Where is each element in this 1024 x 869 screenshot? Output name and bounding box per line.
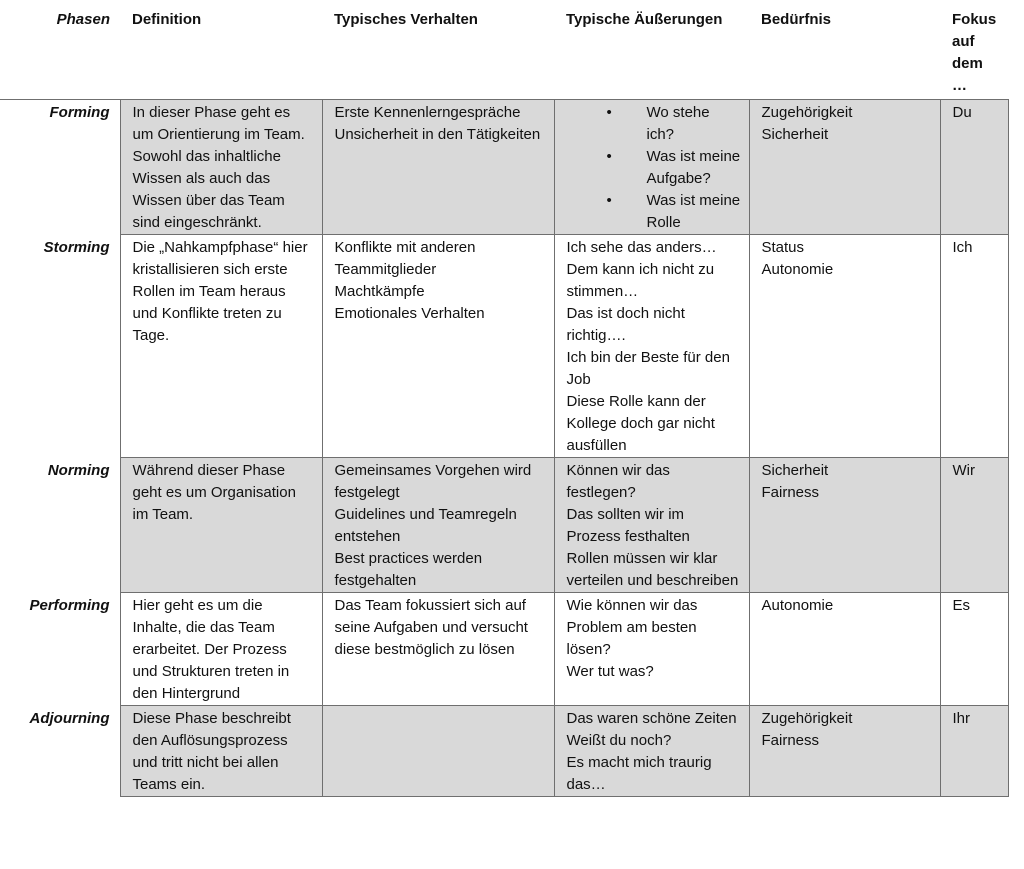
- table-row-norming: [0, 458, 1008, 593]
- need-line: Sicherheit: [761, 462, 829, 479]
- need-line: Zugehörigkeit: [761, 710, 853, 727]
- need-cell: [749, 593, 940, 706]
- statement-line: Dem kann ich nicht zu stimmen…: [566, 261, 715, 300]
- phase-label: Storming: [0, 235, 120, 458]
- definition-cell: Die „Nahkampfphase“ hier kristallisieren sich erste Rollen im Team heraus und Konflikte treten zu Tage.: [120, 235, 322, 458]
- behavior-cell: [322, 593, 554, 706]
- statement-line: Das sollten wir im Prozess festhalten: [566, 506, 690, 545]
- statement-bullet: • Was ist meine Rolle: [567, 190, 741, 234]
- statement-line: Weißt du noch?: [566, 732, 672, 749]
- statement-line: Wer tut was?: [566, 663, 654, 680]
- behavior-line: Emotionales Verhalten: [334, 305, 485, 322]
- focus-cell: Ihr: [940, 706, 1008, 797]
- definition-cell: Während dieser Phase geht es um Organisation im Team.: [120, 458, 322, 593]
- statements-cell: [554, 706, 749, 797]
- focus-cell: Wir: [940, 458, 1008, 593]
- need-line: Fairness: [761, 732, 820, 749]
- behavior-cell: [322, 458, 554, 593]
- header-statements: Typische Äußerungen: [554, 0, 749, 100]
- statement-line: Es macht mich traurig das…: [566, 754, 712, 793]
- phase-label: Norming: [0, 458, 120, 593]
- statements-cell: [554, 593, 749, 706]
- focus-cell: Es: [940, 593, 1008, 706]
- focus-cell: Du: [940, 100, 1008, 235]
- behavior-line: Gemeinsames Vorgehen wird festgelegt: [334, 462, 532, 501]
- statement-line: Ich sehe das anders…: [566, 239, 717, 256]
- statement-line: Können wir das festlegen?: [566, 462, 670, 501]
- header-behavior: Typisches Verhalten: [322, 0, 554, 100]
- focus-cell: Ich: [940, 235, 1008, 458]
- need-cell: [749, 706, 940, 797]
- header-definition: Definition: [120, 0, 322, 100]
- behavior-cell: [322, 706, 554, 797]
- statements-cell: [554, 458, 749, 593]
- table-row-forming: [0, 100, 1008, 235]
- statement-line: Diese Rolle kann der Kollege doch gar nicht ausfüllen: [566, 393, 715, 454]
- header-need: Bedürfnis: [749, 0, 940, 100]
- phase-label: Forming: [0, 100, 120, 235]
- phase-label: Performing: [0, 593, 120, 706]
- need-line: Autonomie: [761, 597, 834, 614]
- statement-line: Das waren schöne Zeiten: [566, 710, 737, 727]
- behavior-cell: [322, 235, 554, 458]
- statement-bullet: • Wo stehe ich?: [567, 102, 741, 146]
- table-row-performing: [0, 593, 1008, 706]
- behavior-cell: [322, 100, 554, 235]
- need-cell: [749, 458, 940, 593]
- behavior-line: Das Team fokussiert sich auf seine Aufgaben und versucht diese bestmöglich zu lösen: [334, 597, 528, 658]
- need-cell: [749, 235, 940, 458]
- need-cell: [749, 100, 940, 235]
- behavior-line: Unsicherheit in den Tätigkeiten: [334, 126, 541, 143]
- need-line: Autonomie: [761, 261, 834, 278]
- statement-line: Wie können wir das Problem am besten lösen?: [566, 597, 698, 658]
- behavior-line: Guidelines und Teamregeln entstehen: [334, 506, 517, 545]
- table-row-storming: [0, 235, 1008, 458]
- statements-bullet-list: [567, 102, 741, 234]
- header-row: [0, 0, 1008, 100]
- header-focus: Fokus auf dem …: [940, 0, 1008, 100]
- statement-line: Rollen müssen wir klar verteilen und beschreiben: [566, 550, 739, 589]
- behavior-line: Konflikte mit anderen Teammitglieder: [334, 239, 476, 278]
- behavior-line: Best practices werden festgehalten: [334, 550, 483, 589]
- definition-cell: Diese Phase beschreibt den Auflösungsprozess und tritt nicht bei allen Teams ein.: [120, 706, 322, 797]
- statement-bullet: • Was ist meine Aufgabe?: [567, 146, 741, 190]
- need-line: Status: [761, 239, 805, 256]
- table-row-adjourning: [0, 706, 1008, 797]
- statements-cell: [554, 235, 749, 458]
- header-phase: Phasen: [0, 0, 120, 100]
- phase-label: Adjourning: [0, 706, 120, 797]
- need-line: Fairness: [761, 484, 820, 501]
- definition-cell: In dieser Phase geht es um Orientierung im Team. Sowohl das inhaltliche Wissen als auch das Wissen über das Team sind eingeschränkt.: [120, 100, 322, 235]
- statement-line: Das ist doch nicht richtig….: [566, 305, 685, 344]
- statements-cell: [554, 100, 749, 235]
- need-line: Sicherheit: [761, 126, 829, 143]
- need-line: Zugehörigkeit: [761, 104, 853, 121]
- statement-line: Ich bin der Beste für den Job: [566, 349, 730, 388]
- behavior-line: Machtkämpfe: [334, 283, 425, 300]
- behavior-line: Erste Kennenlerngespräche: [334, 104, 521, 121]
- definition-cell: Hier geht es um die Inhalte, die das Team erarbeitet. Der Prozess und Strukturen treten in den Hintergrund: [120, 593, 322, 706]
